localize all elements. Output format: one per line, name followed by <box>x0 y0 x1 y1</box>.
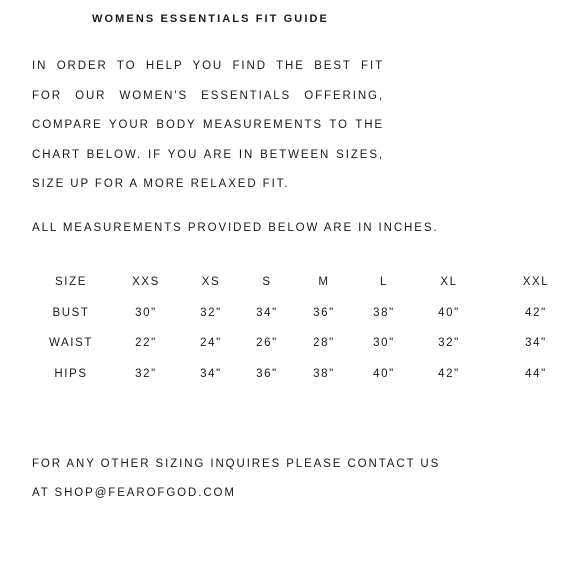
table-header-cell: XXL <box>522 276 550 288</box>
table-cell: 36" <box>313 307 335 319</box>
table-cell: 42" <box>525 307 547 319</box>
measurement-note: ALL MEASUREMENTS PROVIDED BELOW ARE IN INCHES. <box>32 222 439 234</box>
table-header-cell: M <box>318 276 330 288</box>
table-cell: 34" <box>525 337 547 349</box>
table-header-cell: XL <box>440 276 458 288</box>
contact-footer <box>32 450 440 508</box>
table-cell: 42" <box>438 368 460 380</box>
table-cell: 34" <box>200 368 222 380</box>
table-row-label: HIPS <box>54 368 88 380</box>
table-cell: 44" <box>525 368 547 380</box>
table-cell: 28" <box>313 337 335 349</box>
table-cell: 36" <box>256 368 278 380</box>
page-title: WOMENS ESSENTIALS FIT GUIDE <box>92 13 329 25</box>
table-cell: 32" <box>438 337 460 349</box>
table-header-cell: L <box>380 276 388 288</box>
table-cell: 38" <box>373 307 395 319</box>
footer-line-1: FOR ANY OTHER SIZING INQUIRES PLEASE CONTACT US <box>32 458 441 470</box>
table-cell: 30" <box>135 307 157 319</box>
table-cell: 30" <box>373 337 395 349</box>
footer-line-2: AT SHOP@FEAROFGOD.COM <box>32 487 236 499</box>
table-cell: 22" <box>135 337 157 349</box>
table-cell: 38" <box>313 368 335 380</box>
table-cell: 32" <box>200 307 222 319</box>
table-cell: 24" <box>200 337 222 349</box>
table-row-label: BUST <box>52 307 90 319</box>
table-header-cell: XS <box>201 276 221 288</box>
table-cell: 40" <box>373 368 395 380</box>
table-header-cell: XXS <box>132 276 160 288</box>
intro-paragraph: IN ORDER TO HELP YOU FIND THE BEST FIT FOR OUR WOMEN'S ESSENTIALS OFFERING, COMPARE YOUR BODY MEASUREMENTS TO THE CHART BELOW. IF YOU ARE IN BETWEEN SIZES, SIZE UP FOR A MORE RELAXED FIT. <box>32 60 384 190</box>
table-cell: 26" <box>256 337 278 349</box>
table-header-cell: SIZE <box>55 276 87 288</box>
table-header-cell: S <box>262 276 272 288</box>
table-cell: 34" <box>256 307 278 319</box>
table-cell: 40" <box>438 307 460 319</box>
table-cell: 32" <box>135 368 157 380</box>
table-row-label: WAIST <box>49 337 93 349</box>
